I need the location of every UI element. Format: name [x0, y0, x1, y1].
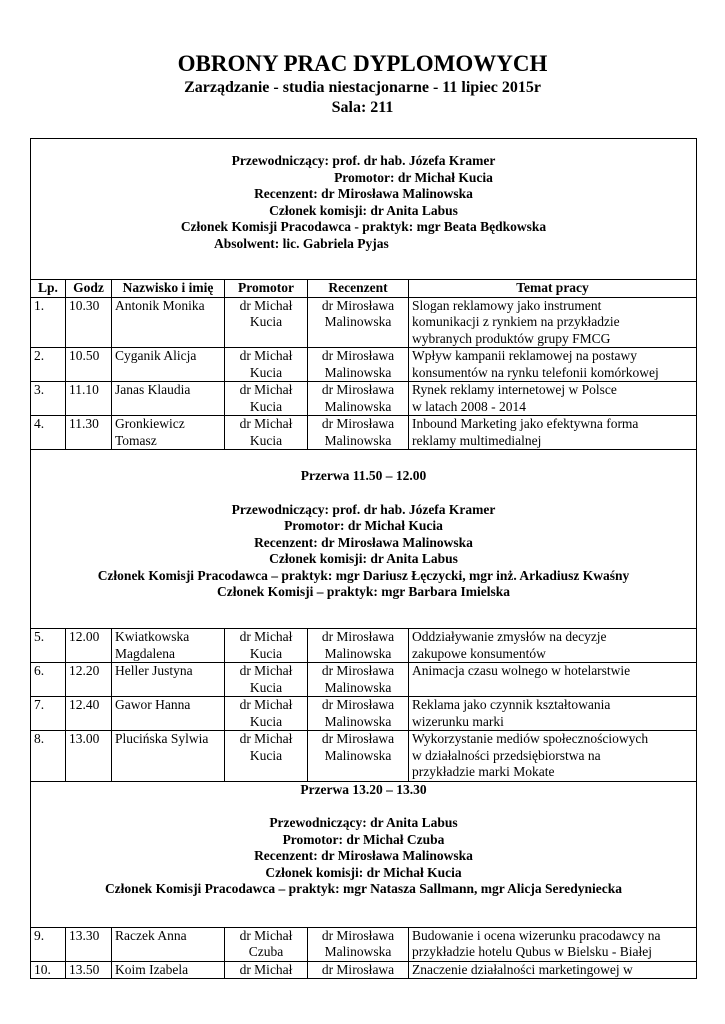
thesis-topic-line: w latach 2008 - 2014: [412, 398, 526, 414]
thesis-topic-line: Rynek reklamy internetowej w Polsce: [412, 382, 617, 397]
thesis-topic-line: Oddziaływanie zmysłów na decyzje: [412, 629, 607, 644]
reviewer-name-line: Malinowska: [324, 364, 392, 380]
committee-chair: Przewodniczący: prof. dr hab. Józefa Kramer: [231, 153, 496, 168]
row-number: 7.: [31, 697, 66, 731]
reviewer-name-line: Malinowska: [324, 432, 392, 448]
thesis-topic-line: Reklama jako czynnik kształtowania: [412, 697, 611, 712]
promoter-name-line: Kucia: [249, 713, 283, 729]
row-number: 1.: [31, 297, 66, 348]
promoter-name-line: Kucia: [249, 398, 283, 414]
reviewer-name: [308, 663, 409, 697]
row-number: 6.: [31, 663, 66, 697]
column-header: Godz: [66, 280, 112, 298]
column-header: Recenzent: [308, 280, 409, 298]
column-header: Promotor: [225, 280, 308, 298]
thesis-topic: [409, 348, 697, 382]
promoter-name-line: dr Michał: [239, 697, 293, 712]
promoter-name-line: dr Michał: [239, 961, 293, 977]
promoter-name-line: Czuba: [248, 944, 284, 959]
table-row: [31, 382, 697, 416]
thesis-topic-line: Wpływ kampanii reklamowej na postawy: [412, 348, 637, 363]
thesis-topic: [409, 629, 697, 663]
thesis-topic-line: przykładzie hotelu Qubus w Bielsku - Białej: [412, 944, 652, 959]
column-header: Nazwisko i imię: [112, 280, 225, 298]
row-number: 3.: [31, 382, 66, 416]
student-name: [112, 297, 225, 348]
thesis-topic-line: wybranych produktów grupy FMCG: [412, 330, 611, 346]
row-number: 9.: [31, 927, 66, 961]
promoter-name-line: dr Michał: [239, 927, 293, 943]
thesis-topic-line: konsumentów na rynku telefonii komórkowej: [412, 364, 659, 380]
reviewer-name: [308, 629, 409, 663]
table-row: [31, 927, 697, 961]
row-time: 13.30: [66, 927, 112, 961]
row-time: 12.40: [66, 697, 112, 731]
row-number: 10.: [31, 961, 66, 979]
student-name-line: Kwiatkowska: [115, 629, 190, 644]
promoter-name-line: Kucia: [249, 747, 283, 763]
reviewer-name: [308, 297, 409, 348]
committee-block-3: [31, 781, 697, 927]
promoter-name-line: dr Michał: [239, 348, 293, 363]
row-number: 2.: [31, 348, 66, 382]
reviewer-name: [308, 927, 409, 961]
committee-chair: Przewodniczący: dr Anita Labus: [269, 815, 458, 830]
promoter-name: [225, 629, 308, 663]
committee-block-1: [31, 139, 697, 280]
reviewer-name: [308, 961, 409, 979]
committee-reviewer: Recenzent: dr Mirosława Malinowska: [254, 534, 473, 550]
thesis-topic-line: wizerunku marki: [412, 713, 504, 729]
promoter-name: [225, 382, 308, 416]
reviewer-name-line: dr Mirosława: [321, 663, 395, 678]
promoter-name-line: dr Michał: [239, 663, 293, 678]
thesis-topic-line: reklamy multimedialnej: [412, 432, 542, 448]
reviewer-name-line: Malinowska: [324, 645, 392, 661]
thesis-topic: [409, 961, 697, 979]
reviewer-name: [308, 348, 409, 382]
committee-promoter: Promotor: dr Michał Kucia: [334, 169, 493, 185]
row-time: 11.10: [66, 382, 112, 416]
student-name: [112, 382, 225, 416]
student-name-line: Raczek Anna: [115, 927, 187, 943]
page-title: OBRONY PRAC DYPLOMOWYCH: [177, 51, 548, 76]
reviewer-name-line: Malinowska: [324, 398, 392, 414]
promoter-name: [225, 927, 308, 961]
reviewer-name-line: dr Mirosława: [321, 697, 395, 712]
promoter-name: [225, 416, 308, 450]
row-number: 4.: [31, 416, 66, 450]
row-time: 10.50: [66, 348, 112, 382]
reviewer-name-line: dr Mirosława: [321, 927, 395, 943]
table-row: [31, 961, 697, 979]
thesis-topic-line: Inbound Marketing jako efektywna forma: [412, 416, 639, 431]
promoter-name-line: dr Michał: [239, 382, 293, 397]
thesis-topic-line: Slogan reklamowy jako instrument: [412, 297, 602, 313]
thesis-topic: [409, 663, 697, 697]
promoter-name-line: Kucia: [249, 314, 283, 329]
table-row: [31, 416, 697, 450]
table-row: [31, 663, 697, 697]
break-label: Przerwa 11.50 – 12.00: [300, 468, 427, 483]
page-subtitle: Zarządzanie - studia niestacjonarne - 11 lipiec 2015r: [184, 79, 541, 96]
student-name-line: Cyganik Alicja: [115, 348, 197, 363]
reviewer-name-line: dr Mirosława: [321, 629, 395, 644]
promoter-name: [225, 731, 308, 782]
row-time: 11.30: [66, 416, 112, 450]
student-name-line: Tomasz: [115, 432, 157, 448]
thesis-topic: [409, 731, 697, 782]
promoter-name-line: dr Michał: [239, 416, 293, 431]
promoter-name-line: dr Michał: [239, 297, 293, 313]
reviewer-name-line: Malinowska: [324, 679, 392, 695]
reviewer-name-line: dr Mirosława: [321, 297, 395, 313]
committee-practitioner-member: Członek Komisji – praktyk: mgr Barbara Imielska: [217, 584, 510, 599]
student-name-line: Plucińska Sylwia: [115, 731, 209, 746]
committee-employer-member: Członek Komisji Pracodawca - praktyk: mgr Beata Będkowska: [180, 219, 547, 234]
reviewer-name-line: dr Mirosława: [321, 348, 395, 363]
thesis-topic-line: przykładzie marki Mokate: [412, 764, 555, 779]
student-name: [112, 961, 225, 979]
thesis-topic-line: komunikacji z rynkiem na przykładzie: [412, 314, 620, 329]
student-name: [112, 731, 225, 782]
committee-reviewer: Recenzent: dr Mirosława Malinowska: [254, 186, 473, 201]
table-row: [31, 348, 697, 382]
reviewer-name: [308, 731, 409, 782]
reviewer-name: [308, 697, 409, 731]
reviewer-name-line: Malinowska: [324, 747, 392, 763]
promoter-name: [225, 663, 308, 697]
reviewer-name-line: dr Mirosława: [321, 382, 395, 397]
thesis-topic-line: Animacja czasu wolnego w hotelarstwie: [412, 663, 631, 678]
thesis-topic-line: Wykorzystanie mediów społecznościowych: [412, 731, 649, 746]
committee-block-2: [31, 450, 697, 629]
committee-member: Członek komisji: dr Anita Labus: [269, 202, 458, 218]
row-time: 10.30: [66, 297, 112, 348]
student-name-line: Antonik Monika: [115, 297, 205, 313]
promoter-name: [225, 697, 308, 731]
thesis-topic-line: Budowanie i ocena wizerunku pracodawcy na: [412, 927, 661, 943]
student-name-line: Magdalena: [115, 645, 175, 661]
thesis-topic: [409, 297, 697, 348]
committee-chair: Przewodniczący: prof. dr hab. Józefa Kramer: [231, 501, 496, 517]
reviewer-name: [308, 382, 409, 416]
thesis-topic: [409, 416, 697, 450]
row-time: 12.20: [66, 663, 112, 697]
committee-member: Członek komisji: dr Michał Kucia: [265, 864, 462, 880]
table-row: [31, 697, 697, 731]
table-header-row: [31, 280, 697, 298]
row-number: 5.: [31, 629, 66, 663]
student-name-line: Gronkiewicz: [115, 416, 185, 431]
break-label: Przerwa 13.20 – 13.30: [300, 781, 427, 797]
thesis-topic: [409, 927, 697, 961]
student-name-line: Heller Justyna: [115, 663, 193, 678]
reviewer-name-line: Malinowska: [324, 944, 392, 959]
student-name-line: Janas Klaudia: [115, 382, 191, 397]
committee-employer-member: Członek Komisji Pracodawca – praktyk: mgr Natasza Sallmann, mgr Alicja Seredyniecka: [104, 881, 623, 896]
promoter-name-line: Kucia: [249, 679, 283, 695]
reviewer-name-line: dr Mirosława: [321, 961, 395, 977]
thesis-topic: [409, 697, 697, 731]
student-name: [112, 663, 225, 697]
reviewer-name: [308, 416, 409, 450]
committee-graduate: Absolwent: lic. Gabriela Pyjas: [214, 235, 389, 251]
student-name-line: Koim Izabela: [115, 961, 189, 977]
table-row: [31, 731, 697, 782]
committee-promoter: Promotor: dr Michał Kucia: [284, 518, 443, 533]
table-row: [31, 629, 697, 663]
table-row: [31, 297, 697, 348]
row-number: 8.: [31, 731, 66, 782]
student-name: [112, 348, 225, 382]
reviewer-name-line: dr Mirosława: [321, 731, 395, 746]
committee-member: Członek komisji: dr Anita Labus: [269, 551, 458, 566]
row-time: 13.50: [66, 961, 112, 979]
reviewer-name-line: Malinowska: [324, 314, 392, 329]
promoter-name-line: Kucia: [249, 364, 283, 380]
student-name: [112, 927, 225, 961]
row-time: 12.00: [66, 629, 112, 663]
committee-promoter: Promotor: dr Michał Czuba: [282, 831, 445, 847]
column-header: Temat pracy: [409, 280, 697, 298]
room-label: Sala: 211: [331, 99, 394, 116]
row-time: 13.00: [66, 731, 112, 782]
promoter-name: [225, 961, 308, 979]
reviewer-name-line: dr Mirosława: [321, 416, 395, 431]
thesis-topic-line: w działalności przedsiębiorstwa na: [412, 747, 601, 763]
committee-reviewer: Recenzent: dr Mirosława Malinowska: [254, 848, 473, 863]
promoter-name: [225, 297, 308, 348]
student-name: [112, 629, 225, 663]
promoter-name-line: dr Michał: [239, 731, 293, 746]
column-header: Lp.: [31, 280, 66, 298]
promoter-name-line: dr Michał: [239, 629, 293, 644]
student-name-line: Gawor Hanna: [115, 697, 191, 712]
student-name: [112, 697, 225, 731]
promoter-name-line: Kucia: [249, 432, 283, 448]
thesis-topic-line: zakupowe konsumentów: [412, 645, 546, 661]
page-header: [0, 50, 725, 118]
student-name: [112, 416, 225, 450]
reviewer-name-line: Malinowska: [324, 713, 392, 729]
thesis-topic: [409, 382, 697, 416]
promoter-name-line: Kucia: [249, 645, 283, 661]
promoter-name: [225, 348, 308, 382]
schedule-table: [30, 138, 697, 979]
thesis-topic-line: Znaczenie działalności marketingowej w: [412, 961, 633, 977]
committee-employer-member: Członek Komisji Pracodawca – praktyk: mgr Dariusz Łęczycki, mgr inż. Arkadiusz Kwaśny: [97, 567, 630, 583]
